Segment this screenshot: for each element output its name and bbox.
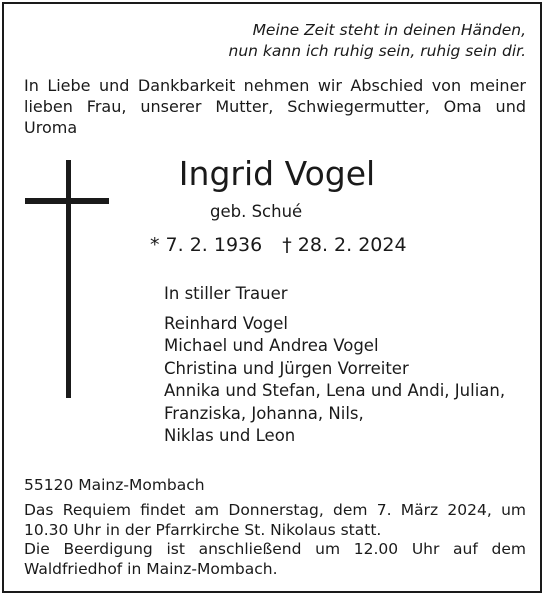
quote-line: Meine Zeit steht in deinen Händen, [252, 21, 526, 39]
birth-date: * 7. 2. 1936 [150, 234, 263, 256]
mourner-line: Niklas und Leon [164, 426, 296, 445]
funeral-line: Das Requiem findet am Donnerstag, dem 7. März 2024, um [24, 501, 526, 519]
farewell-line: lieben Frau, unserer Mutter, Schwiegermutter, Oma und [24, 97, 526, 116]
funeral-line: Die Beerdigung ist anschließend um 12.00 Uhr auf dem [24, 540, 526, 558]
death-date: † 28. 2. 2024 [282, 234, 407, 256]
mourner-line: Christina und Jürgen Vorreiter [164, 358, 409, 378]
mourner-line: Reinhard Vogel [164, 313, 289, 333]
deceased-name: Ingrid Vogel [178, 154, 376, 193]
bible-quote [229, 20, 527, 62]
quote-line: nun kann ich ruhig sein, ruhig sein dir. [228, 42, 526, 60]
life-dates [150, 232, 407, 258]
mourner-line: Annika und Stefan, Lena und Andi, Julian, [164, 381, 506, 400]
funeral-details [24, 501, 526, 579]
cross-icon-vertical [66, 160, 71, 398]
cross-icon-horizontal [25, 198, 109, 204]
mourners-list [164, 283, 505, 448]
funeral-line: Waldfriedhof in Mainz-Mombach. [24, 559, 278, 578]
farewell-text [24, 75, 526, 138]
mourner-line: Michael und Andrea Vogel [164, 336, 379, 355]
funeral-line: 10.30 Uhr in der Pfarrkirche St. Nikolaus statt. [24, 520, 382, 539]
mourner-line: Franziska, Johanna, Nils, [164, 403, 364, 423]
birth-name: geb. Schué [210, 202, 303, 221]
place-of-residence: 55120 Mainz-Mombach [24, 476, 205, 494]
mourners-heading: In stiller Trauer [164, 284, 288, 303]
farewell-line: In Liebe und Dankbarkeit nehmen wir Abschied von meiner [24, 76, 526, 95]
farewell-line: Uroma [24, 118, 78, 137]
obituary-notice [2, 2, 542, 593]
